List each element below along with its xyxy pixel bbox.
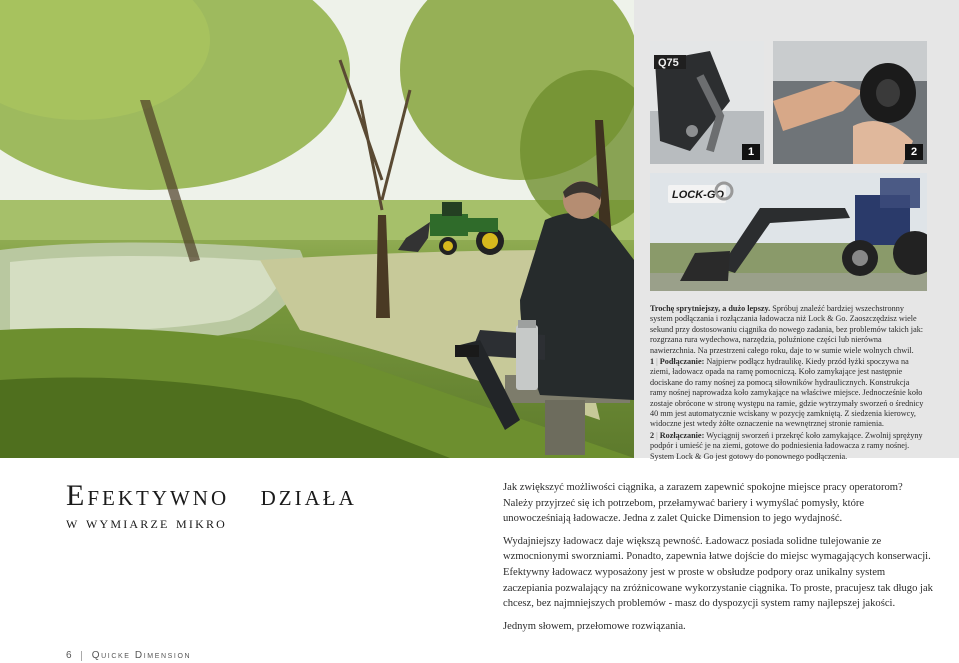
step1-title: Podłączanie:: [659, 357, 705, 367]
page-number: 6: [66, 650, 73, 661]
hero-illustration: [0, 0, 634, 458]
lock-go-loader-photo: [650, 173, 927, 291]
step2-title: Rozłączanie:: [659, 430, 705, 440]
svg-text:Q75: Q75: [658, 57, 679, 69]
step2-text: Wyciągnij sworzeń i przekręć koło zamykające. Zwolnij sprężyny podpór i umieść je na ziemi, gotowe do podniesienia ładowacza z ramy nośnej. System Lock & Go jest gotowy do ponownego podłączenia.: [650, 430, 923, 461]
caption-intro-text: Spróbuj znaleźć bardziej wszechstronny system podłączania i rozłączania ładowacza niż Lock & Go. Zaoszczędzisz wiele sekund przy dostosowaniu ciągnika do nowego zadania, bez problemów takich jak: rozgrzana rura wydechowa, narzędzia, poluźnione części lub nierówna nawierzchnia. Na przestrzeni całego roku, daje to w sumie wiele wolnych chwil.: [650, 304, 924, 355]
photo-number-1: 1: [742, 144, 760, 160]
loader-frame-photo-2: [773, 41, 927, 164]
step1-number: 1: [650, 357, 655, 367]
photo-caption: [650, 304, 928, 462]
section-headline: [66, 478, 486, 532]
page-footer: [66, 650, 191, 661]
body-paragraph-1: Jak zwiększyć możliwości ciągnika, a zarazem zapewnić spokojne miejsce pracy operatorom? Należy przyjrzeć się ich potrzebom, przełamywać bariery i wymyślać pomysły, które unowocześniają ładowacze. Jedna z zalet Quicke Dimension to jego wydajność.: [503, 482, 903, 525]
footer-divider: [81, 651, 82, 661]
headline-line-1: Efektywno działa: [66, 479, 357, 512]
caption-step-2: 2 | Rozłączanie: Wyciągnij sworzeń i przekręć koło zamykające. Zwolnij sprężyny podpór i umieść je na ziemi, gotowe do podniesienia ładowacza z ramy nośnej. System Lock & Go jest gotowy do ponownego podłączenia.: [650, 430, 923, 461]
hero-photo: [0, 0, 634, 458]
body-paragraph-3: Jednym słowem, przełomowe rozwiązania.: [503, 620, 686, 632]
loader-frame-photo-1: [650, 41, 764, 164]
headline-line-2: w wymiarze mikro: [66, 513, 228, 532]
body-paragraph-2: Wydajniejszy ładowacz daje większą pewność. Ładowacz posiada solidne tulejowanie ze wzmocnionymi sworzniami. Ponadto, zapewnia łatwe dojście do miejsc wymagających konserwacji. Efektywny ładowacz wyposażony jest w proste w obsłudze podpory oraz unikalny system zaczepiania pozwalający na zróżnicowane wykorzystanie ciągnika. To proste, pracujesz tak długo jak chcesz, bez najmniejszych problemów - masz do dyspozycji system ramy najlepszej jakości.: [503, 535, 933, 610]
svg-text:LOCK-GO: LOCK-GO: [672, 189, 724, 201]
caption-step-1: 1 | Podłączanie: Najpierw podłącz hydraulikę. Kiedy przód łyżki spoczywa na ziemi, ładowacz opada na ramę pomocniczą. Koło zamykające jest następnie dociskane do ramy nośnej za pomocą siłowników hydraulicznych. Konstrukcja ramy nośnej naprowadza koło zamykające na właściwe miejsce. Jednocześnie koło zostaje obrócone w stronę występu na ramie, gdzie wytrzymały sworzeń o średnicy 40 mm jest automatycznie wciskany w pozycję zamkniętą. Z siedzenia kierowcy, widoczne jest wtedy żółte oznaczenie na wewnętrznej stronie ramienia.: [650, 357, 924, 429]
footer-brand: Quicke Dimension: [91, 650, 192, 661]
step2-number: 2: [650, 430, 655, 440]
caption-intro-bold: Trochę sprytniejszy, a dużo lepszy.: [650, 304, 771, 313]
caption-intro: [650, 304, 928, 356]
photo-number-2: 2: [905, 144, 923, 160]
body-text: [503, 480, 933, 641]
step1-text: Najpierw podłącz hydraulikę. Kiedy przód łyżki spoczywa na ziemi, ładowacz opada na ramę pomocniczą. Koło zamykające jest następnie dociskane do ramy nośnej za pomocą siłowników hydraulicznych. Konstrukcja ramy nośnej naprowadza koło zamykające na właściwe miejsce. Jednocześnie koło zostaje obrócone w stronę występu na ramie, gdzie wytrzymały sworzeń o średnicy 40 mm jest automatycznie wciskany w pozycję zamkniętą. Z siedzenia kierowcy, widoczne jest wtedy żółte oznaczenie na wewnętrznej stronie ramienia.: [650, 357, 924, 429]
